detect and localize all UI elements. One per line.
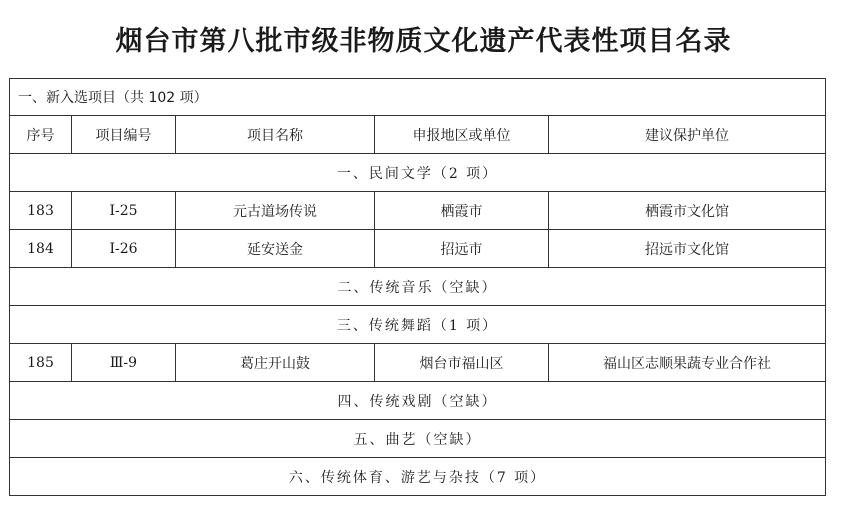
category-label: 六、传统体育、游艺与杂技（7 项）: [10, 458, 826, 496]
cell-unit: 福山区志顺果蔬专业合作社: [549, 344, 826, 382]
cell-code: Ⅰ-25: [72, 192, 176, 230]
table-row: [10, 230, 826, 268]
category-label: 四、传统戏剧（空缺）: [10, 382, 826, 420]
category-row: [10, 420, 826, 458]
cell-code: Ⅲ-9: [72, 344, 176, 382]
cell-region: 招远市: [375, 230, 549, 268]
cell-region: 烟台市福山区: [375, 344, 549, 382]
header-code: 项目编号: [72, 116, 176, 154]
header-region: 申报地区或单位: [375, 116, 549, 154]
category-row: [10, 154, 826, 192]
category-label: 一、民间文学（2 项）: [10, 154, 826, 192]
cell-unit: 栖霞市文化馆: [549, 192, 826, 230]
header-unit: 建议保护单位: [549, 116, 826, 154]
category-row: [10, 306, 826, 344]
cell-name: 元古道场传说: [176, 192, 375, 230]
category-row: [10, 382, 826, 420]
category-row: [10, 268, 826, 306]
table-row: [10, 192, 826, 230]
cell-name: 延安送金: [176, 230, 375, 268]
heritage-registry-table: [9, 78, 826, 496]
cell-region: 栖霞市: [375, 192, 549, 230]
header-name: 项目名称: [176, 116, 375, 154]
document-title: 烟台市第八批市级非物质文化遗产代表性项目名录: [115, 26, 732, 57]
header-seq: 序号: [10, 116, 72, 154]
cell-seq: 184: [10, 230, 72, 268]
table-row: [10, 344, 826, 382]
cell-code: Ⅰ-26: [72, 230, 176, 268]
category-label: 二、传统音乐（空缺）: [10, 268, 826, 306]
cell-seq: 183: [10, 192, 72, 230]
category-label: 五、曲艺（空缺）: [10, 420, 826, 458]
category-label: 三、传统舞蹈（1 项）: [10, 306, 826, 344]
section-label: 一、新入选项目（共 102 项）: [10, 79, 826, 116]
column-header-row: [10, 116, 826, 154]
cell-seq: 185: [10, 344, 72, 382]
section-header-row: [10, 79, 826, 116]
category-row: [10, 458, 826, 496]
cell-unit: 招远市文化馆: [549, 230, 826, 268]
cell-name: 葛庄开山鼓: [176, 344, 375, 382]
